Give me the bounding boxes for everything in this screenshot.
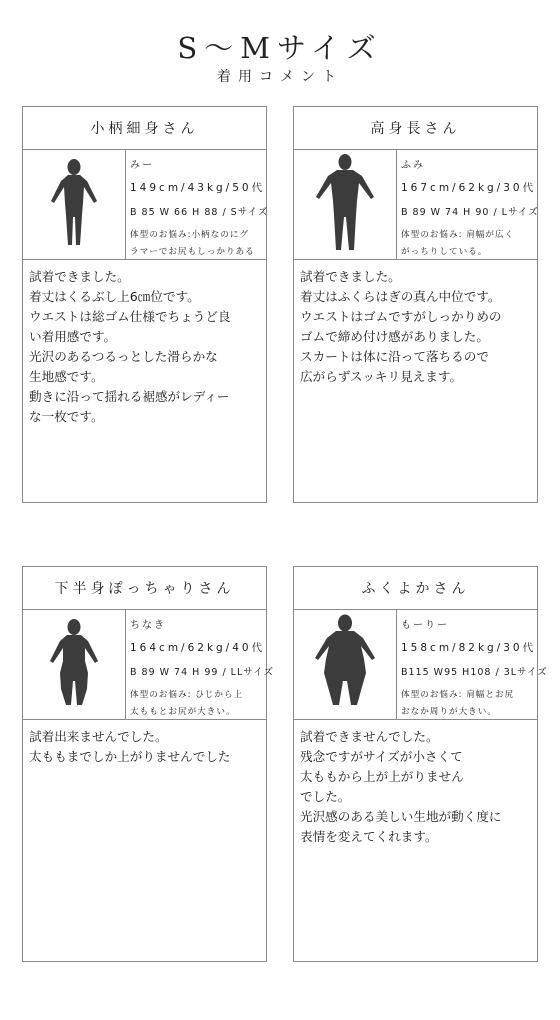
card-heading: 下半身ぽっちゃりさん: [23, 567, 266, 610]
concern-line: 体型のお悩み:小柄なのにグ: [130, 230, 250, 240]
comment-line: スカートは体に沿って落ちるので: [300, 349, 489, 364]
page-subtitle: 着用コメント: [217, 69, 343, 85]
plump-silhouette-icon: [294, 609, 397, 719]
model-card-pear: [22, 566, 274, 962]
model-stats: 167cm/62kg/30代: [401, 182, 537, 194]
comment-line: な一枚です。: [29, 409, 104, 424]
page-title: S～Mサイズ: [177, 31, 383, 65]
comment-line: 試着できました。: [29, 269, 130, 284]
comment-line: でした。: [300, 789, 351, 804]
model-card-tall: [293, 106, 538, 503]
concern-line: がっちりしている。: [401, 247, 488, 257]
comment-line: 着丈はくるぶし上6㎝位です。: [29, 289, 200, 304]
model-name: ちなき: [130, 620, 166, 631]
concern-line: 体型のお悩み: 肩幅とお尻: [401, 690, 515, 700]
model-concern: [401, 687, 533, 721]
card-heading: 高身長さん: [294, 107, 537, 150]
concern-line: 体型のお悩み: ひじから上: [130, 690, 244, 700]
model-stats: 149cm/43kg/50代: [130, 182, 266, 194]
fitting-comment: [300, 267, 533, 387]
comment-line: 試着できました。: [300, 269, 401, 284]
model-measurements: B115 W95 H108 / 3Lサイズ: [401, 667, 548, 678]
comment-line: 動きに沿って揺れる裾感がレディー: [29, 389, 230, 404]
comment-line: 生地感です。: [29, 369, 104, 384]
model-name: みー: [130, 160, 154, 171]
model-card-plump: [293, 566, 548, 962]
model-measurements: B 89 W 74 H 99 / LLサイズ: [130, 667, 274, 678]
model-measurements: B 89 W 74 H 90 / Lサイズ: [401, 207, 539, 218]
pear-silhouette-icon: [23, 609, 126, 719]
card-heading: ふくよかさん: [294, 567, 537, 610]
model-card-slim: [22, 106, 267, 503]
comment-line: 光沢感のある美しい生地が動く度に: [300, 809, 502, 824]
model-stats: 158cm/82kg/30代: [401, 642, 537, 654]
model-concern: [130, 687, 262, 721]
concern-line: おなか周りが大きい。: [401, 707, 497, 717]
comment-line: 残念ですがサイズが小さくて: [300, 749, 463, 764]
comment-line: 試着できませんでした。: [300, 729, 439, 744]
comment-line: 表情を変えてくれます。: [300, 829, 438, 844]
divider: [23, 719, 266, 720]
comment-line: 太ももまでしか上がりませんでした: [29, 749, 231, 764]
model-name: ふみ: [401, 160, 425, 171]
slim-silhouette-icon: [23, 149, 126, 259]
comment-line: 光沢のあるつるっとした滑らかな: [29, 349, 218, 364]
model-concern: [130, 227, 262, 261]
comment-line: ウエストはゴムですがしっかりめの: [300, 309, 502, 324]
fitting-comment: [300, 727, 533, 847]
tall-silhouette-icon: [294, 149, 397, 259]
model-measurements: B 85 W 66 H 88 / Sサイズ: [130, 207, 269, 218]
divider: [23, 259, 266, 260]
concern-line: 体型のお悩み: 肩幅が広く: [401, 230, 515, 240]
comment-line: 広がらずスッキリ見えます。: [300, 369, 463, 384]
card-heading: 小柄細身さん: [23, 107, 266, 150]
model-name: もーりー: [401, 620, 449, 631]
fitting-comment: [29, 727, 262, 767]
comment-line: い着用感です。: [29, 329, 117, 344]
comment-line: 太ももから上が上がりません: [300, 769, 464, 784]
model-concern: [401, 227, 533, 261]
concern-line: ラマーでお尻もしっかりある: [130, 247, 255, 257]
model-stats: 164cm/62kg/40代: [130, 642, 266, 654]
comment-line: 着丈はふくらはぎの真ん中位です。: [300, 289, 501, 304]
comment-line: 試着出来ませんでした。: [29, 729, 168, 744]
divider: [294, 259, 537, 260]
divider: [294, 719, 537, 720]
fitting-comment: [29, 267, 262, 427]
comment-line: ゴムで締め付け感がありました。: [300, 329, 489, 344]
comment-line: ウエストは総ゴム仕様でちょうど良: [29, 309, 231, 324]
concern-line: 太ももとお尻が大きい。: [130, 707, 236, 717]
